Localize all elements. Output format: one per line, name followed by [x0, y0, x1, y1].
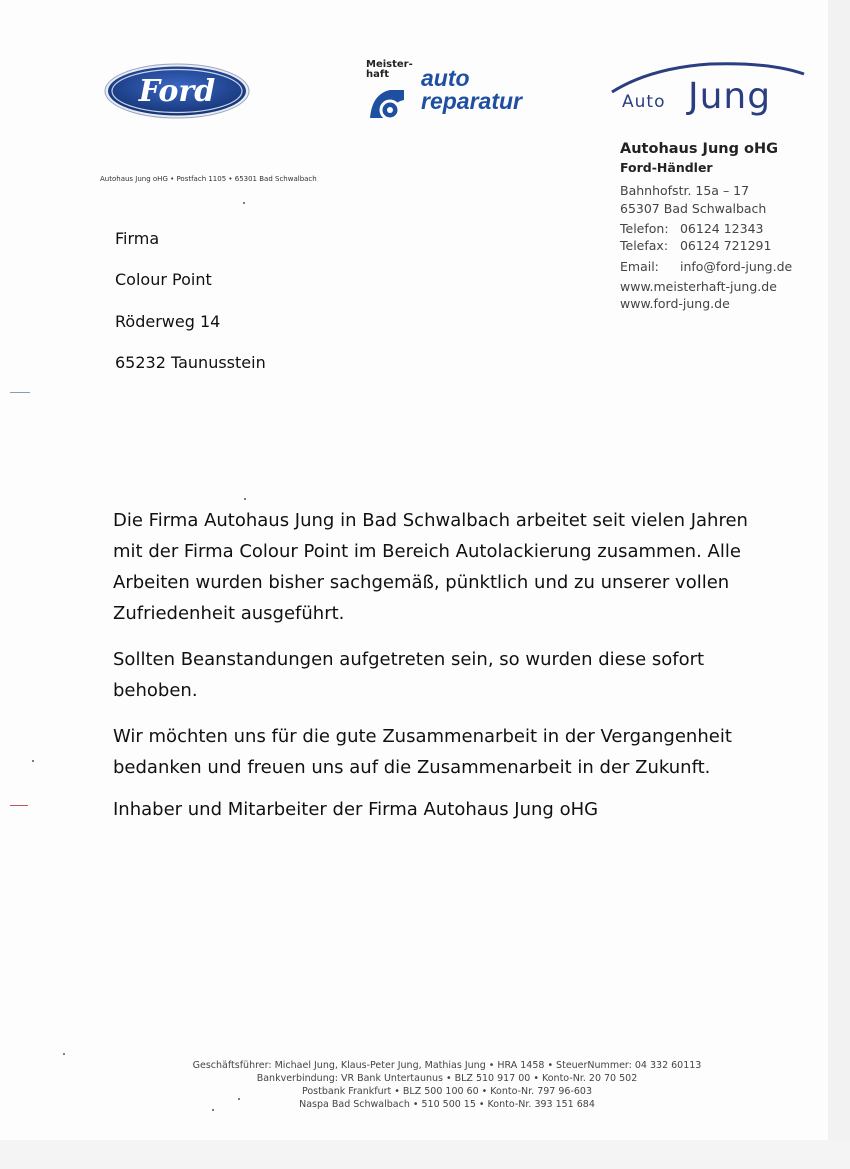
- ford-logo: [103, 62, 251, 120]
- recipient-line-3: Röderweg 14: [115, 312, 221, 331]
- company-street: Bahnhofstr. 15a – 17: [620, 183, 750, 198]
- company-web2: www.ford-jung.de: [620, 296, 730, 311]
- scan-speck: [32, 760, 34, 762]
- fax-number: 06124 721291: [679, 238, 772, 253]
- scan-speck: [212, 1109, 214, 1111]
- email-address: info@ford-jung.de: [679, 259, 793, 274]
- meisterhaft-small-text: Meister- haft: [366, 59, 413, 80]
- footer-line-3: Postbank Frankfurt • BLZ 500 100 60 • Konto-Nr. 797 96-603: [301, 1086, 593, 1097]
- fold-mark: [10, 392, 30, 393]
- scan-edge: [828, 0, 850, 1169]
- company-email-row: [620, 259, 792, 274]
- company-name: Autohaus Jung oHG: [620, 141, 779, 157]
- email-label: Email:: [620, 259, 659, 274]
- company-fax-row: [620, 238, 771, 253]
- company-phone-row: [620, 221, 764, 236]
- body-paragraph-4: Inhaber und Mitarbeiter der Firma Autohaus Jung oHG: [113, 799, 599, 820]
- meisterhaft-wheel-icon: [366, 82, 410, 120]
- footer-line-4: Naspa Bad Schwalbach • 510 500 15 • Konto-Nr. 393 151 684: [299, 1099, 595, 1110]
- meisterhaft-logo: [364, 60, 534, 124]
- scan-speck: [244, 498, 246, 500]
- phone-number: 06124 12343: [679, 221, 764, 236]
- footer-line-1: Geschäftsführer: Michael Jung, Klaus-Peter Jung, Mathias Jung • HRA 1458 • SteuerNummer: 04 332 60113: [192, 1060, 702, 1071]
- footer-line-2: Bankverbindung: VR Bank Untertaunus • BLZ 510 917 00 • Konto-Nr. 20 70 502: [256, 1073, 638, 1084]
- recipient-line-1: Firma: [115, 229, 160, 248]
- punch-mark: [10, 805, 28, 806]
- recipient-line-4: 65232 Taunusstein: [115, 353, 266, 372]
- ford-logo-text: Ford: [138, 74, 216, 109]
- body-paragraph-1: Die Firma Autohaus Jung in Bad Schwalbach arbeitet seit vielen Jahren mit der Firma Colour Point im Bereich Autolackierung zusammen. Alle Arbeiten wurden bisher sachgemäß, pünktlich und zu unserer vollen Zufriedenheit ausgeführt.: [113, 510, 748, 624]
- company-web1: www.meisterhaft-jung.de: [620, 279, 777, 294]
- auto-jung-name-text: Jung: [688, 76, 772, 117]
- fax-label: Telefax:: [620, 238, 669, 253]
- auto-jung-logo: [610, 58, 808, 124]
- meisterhaft-reparatur-text: reparatur: [421, 88, 522, 114]
- company-city: 65307 Bad Schwalbach: [620, 201, 767, 216]
- scan-speck: [63, 1053, 65, 1055]
- sender-address-line: Autohaus Jung oHG • Postfach 1105 • 65301 Bad Schwalbach: [100, 175, 317, 183]
- scan-speck: [238, 1098, 240, 1100]
- company-subtitle: Ford-Händler: [620, 160, 713, 175]
- auto-jung-auto-text: Auto: [622, 92, 666, 112]
- body-paragraph-2: Sollten Beanstandungen aufgetreten sein, so wurden diese sofort behoben.: [113, 649, 705, 701]
- meisterhaft-auto-text: auto: [421, 65, 470, 91]
- scan-speck: [243, 202, 245, 204]
- phone-label: Telefon:: [620, 221, 669, 236]
- scan-bottom-edge: [0, 1140, 850, 1169]
- body-paragraph-3: Wir möchten uns für die gute Zusammenarbeit in der Vergangenheit bedanken und freuen uns auf die Zusammenarbeit in der Zukunft.: [113, 726, 732, 778]
- recipient-line-2: Colour Point: [115, 270, 212, 289]
